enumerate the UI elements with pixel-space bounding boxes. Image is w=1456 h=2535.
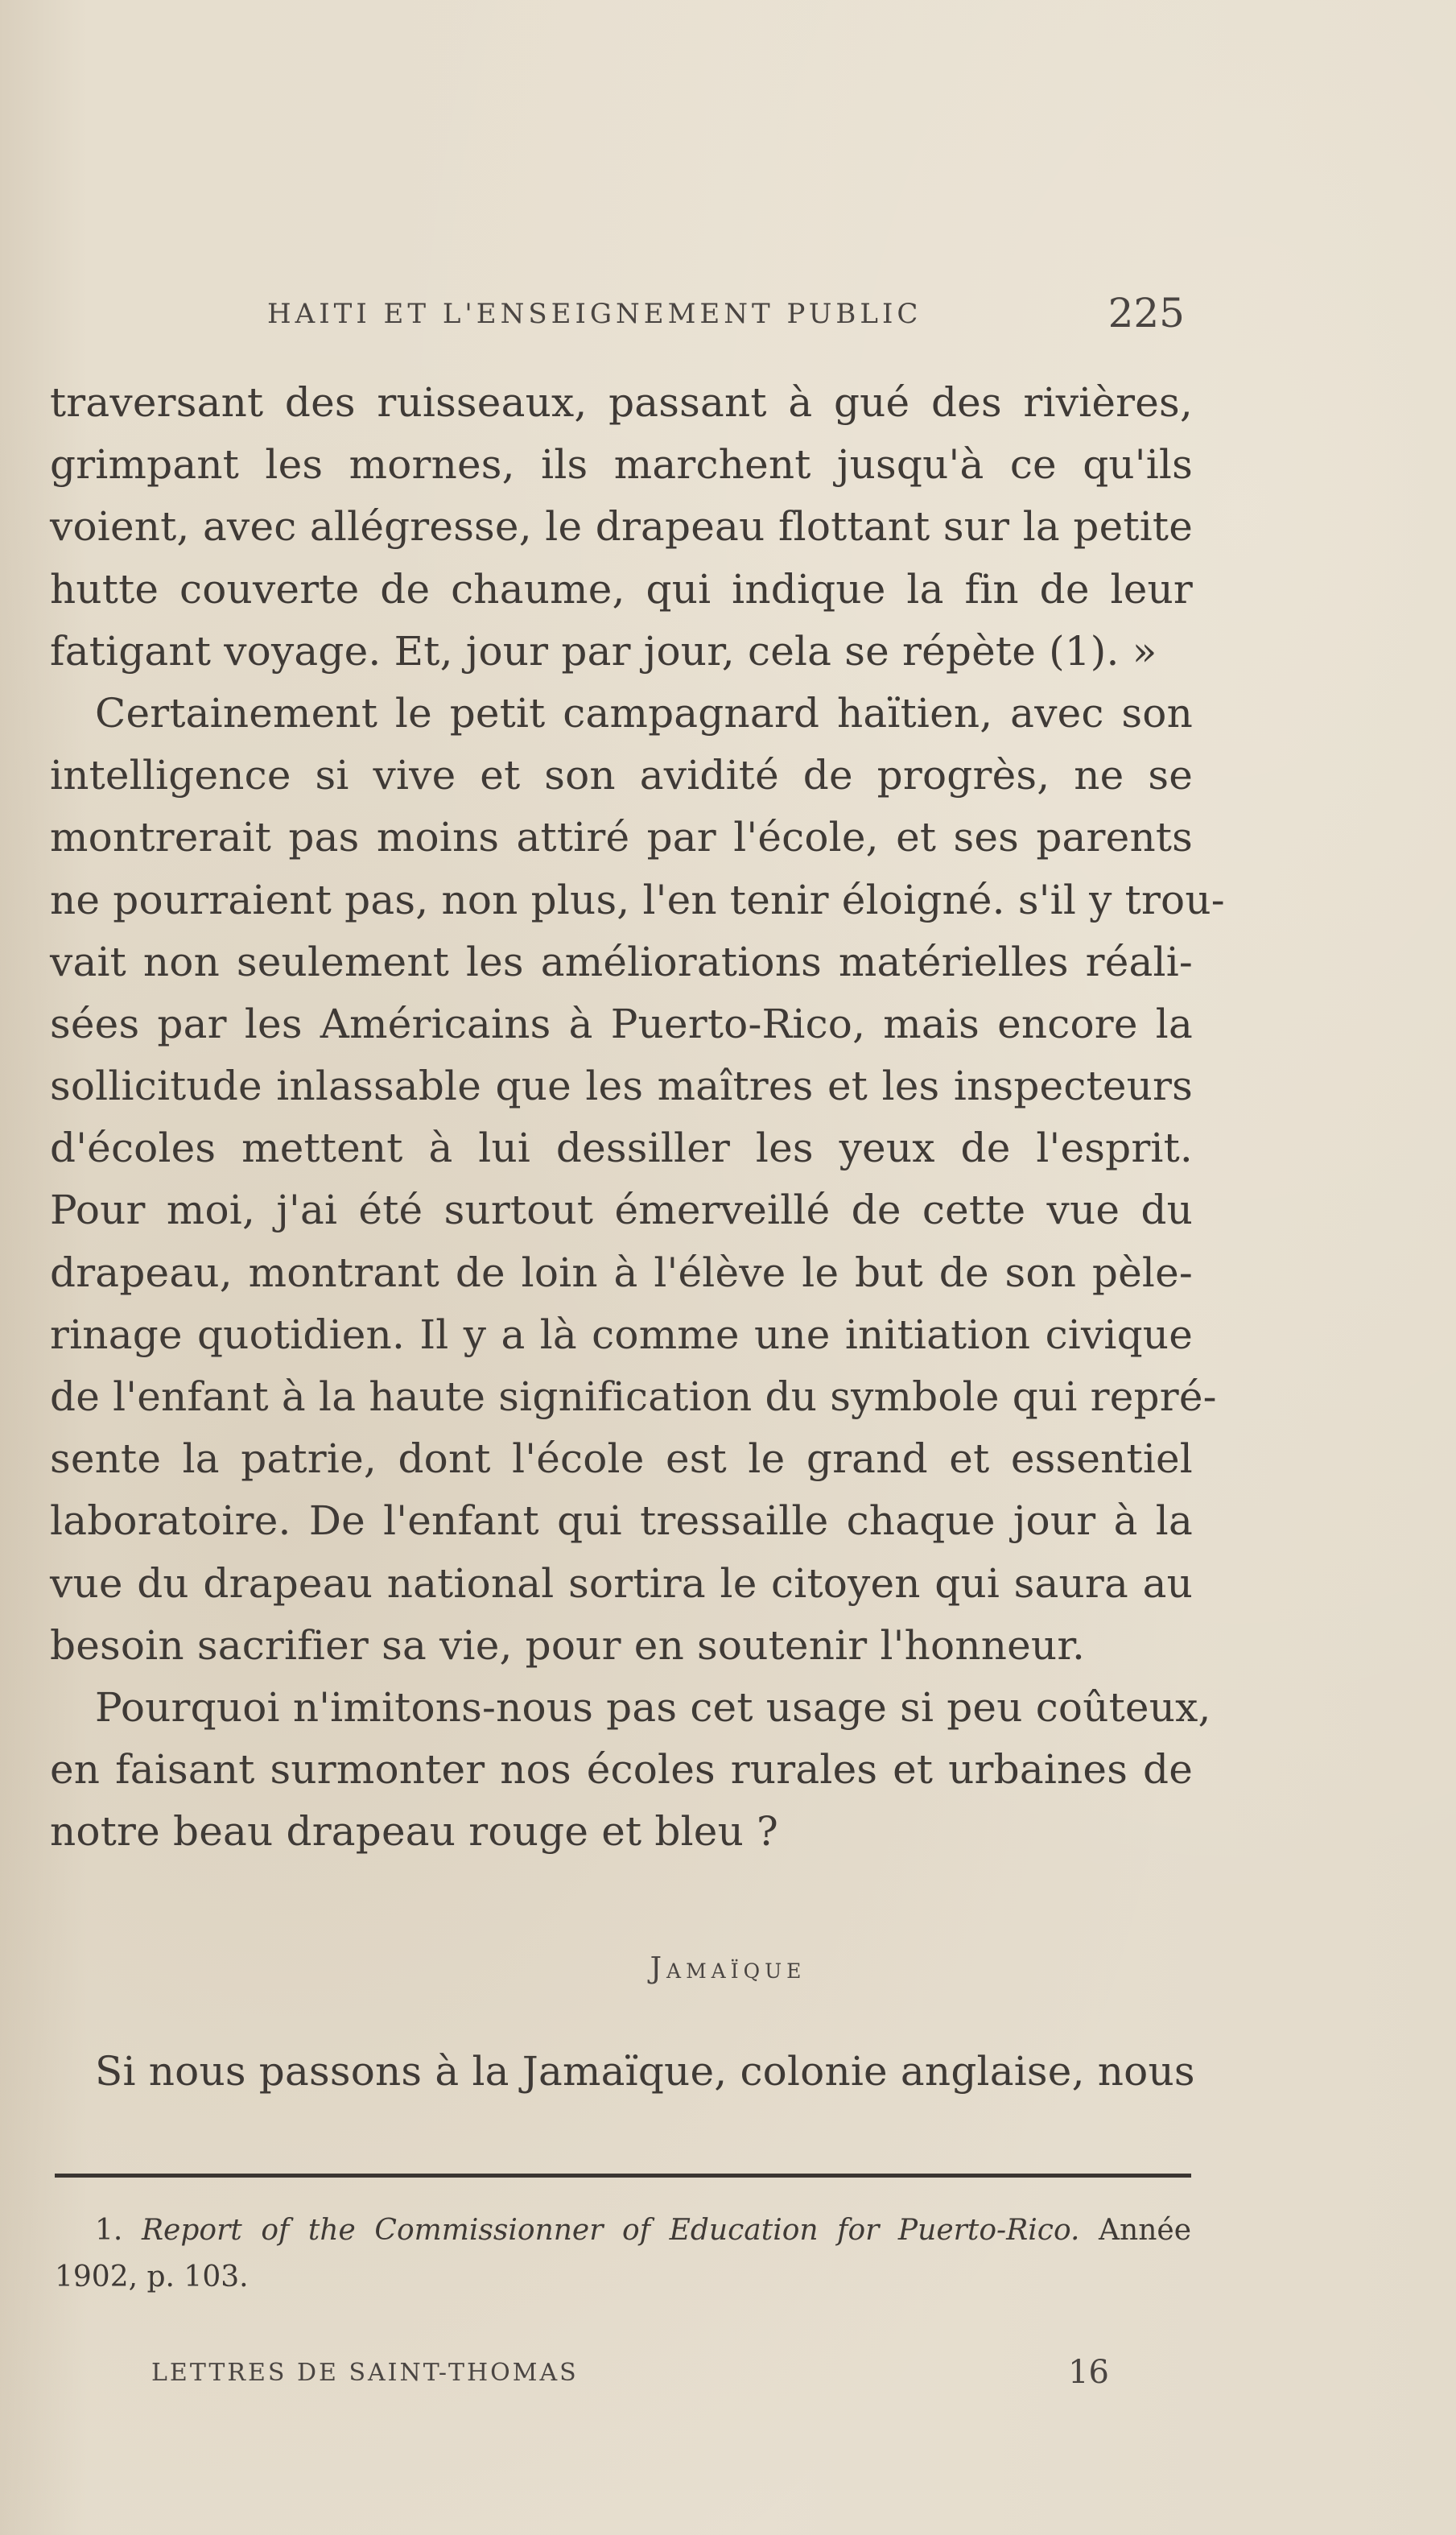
text-line: sées par les Américains à Puerto-Rico, mais encore la xyxy=(50,1000,1193,1047)
text-line: voient, avec allégresse, le drapeau flottant sur la petite xyxy=(50,503,1193,551)
text-line: Pourquoi n'imitons-nous pas cet usage si peu coûteux, xyxy=(95,1683,1211,1731)
text-line: montrerait pas moins attiré par l'école, et ses parents xyxy=(50,814,1193,861)
text-line: rinage quotidien. Il y a là comme une initiation civique xyxy=(50,1311,1193,1358)
text-line: sente la patrie, dont l'école est le grand et essentiel xyxy=(50,1435,1193,1483)
text-line: Pour moi, j'ai été surtout émerveillé de cette vue du xyxy=(50,1187,1193,1234)
text-line: en faisant surmonter nos écoles rurales et urbaines de xyxy=(50,1746,1193,1794)
text-line: Si nous passons à la Jamaïque, colonie anglaise, nous xyxy=(95,2048,1195,2095)
text-line: d'écoles mettent à lui dessiller les yeux de l'esprit. xyxy=(50,1125,1193,1172)
text-line: laboratoire. De l'enfant qui tressaille chaque jour à la xyxy=(50,1497,1193,1545)
text-line: fatigant voyage. Et, jour par jour, cela se répète (1). » xyxy=(50,627,1157,675)
text-line: hutte couverte de chaume, qui indique la fin de leur xyxy=(50,565,1193,613)
running-header xyxy=(267,290,1185,338)
body-text xyxy=(50,372,1225,1864)
printer-signature xyxy=(151,2354,1109,2394)
text-line: vait non seulement les améliorations matérielles réali- xyxy=(50,938,1193,985)
text-line: grimpant les mornes, ils marchent jusqu'à ce qu'ils xyxy=(50,441,1193,489)
text-line: Certainement le petit campagnard haïtien, avec son xyxy=(95,689,1193,737)
running-title: HAITI ET L'ENSEIGNEMENT PUBLIC xyxy=(267,298,922,330)
footnote-year-label: Année xyxy=(1099,2214,1191,2247)
text-line: besoin sacrifier sa vie, pour en soutenir l'honneur. xyxy=(50,1621,1086,1669)
footnote-line: 1902, p. 103. xyxy=(55,2260,249,2293)
footnote-rule xyxy=(55,2174,1191,2178)
text-line: notre beau drapeau rouge et bleu ? xyxy=(50,1808,779,1856)
text-line: vue du drapeau national sortira le citoyen qui saura au xyxy=(50,1559,1193,1607)
footnote xyxy=(55,2207,1191,2301)
section-heading: Jamaïque xyxy=(650,1952,806,1985)
signature-number: 16 xyxy=(1068,2354,1109,2391)
page-number: 225 xyxy=(1107,290,1185,336)
text-line: intelligence si vive et son avidité de progrès, ne se xyxy=(50,752,1193,799)
footnote-marker: 1. xyxy=(95,2214,123,2247)
signature-text: LETTRES DE SAINT-THOMAS xyxy=(151,2359,579,2387)
text-line: ne pourraient pas, non plus, l'en tenir éloigné. s'il y trou- xyxy=(50,876,1225,923)
section-body xyxy=(50,2041,1193,2103)
footnote-line xyxy=(55,2207,1191,2254)
text-line: de l'enfant à la haute signification du symbole qui repré- xyxy=(50,1373,1217,1420)
text-line: drapeau, montrant de loin à l'élève le but de son pèle- xyxy=(50,1249,1193,1296)
text-line: sollicitude inlassable que les maîtres et les inspecteurs xyxy=(50,1063,1193,1110)
footnote-title: Report of the Commissionner of Education for Puerto-Rico. xyxy=(141,2214,1080,2247)
text-line: traversant des ruisseaux, passant à gué des rivières, xyxy=(50,379,1193,426)
